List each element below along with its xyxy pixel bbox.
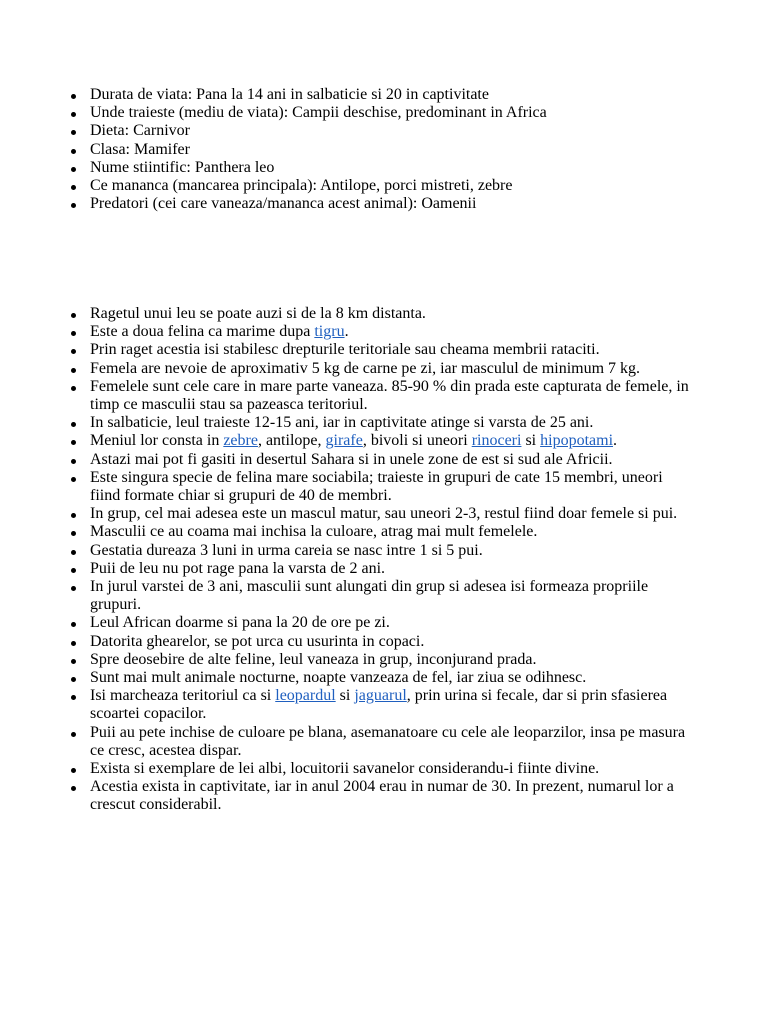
animal-link[interactable]: zebre — [223, 432, 258, 450]
fact-list-item — [90, 760, 690, 778]
summary-item-text: Predatori (cei care vaneaza/mananca acest animal): Oamenii — [90, 195, 477, 213]
fact-text: Meniul lor consta in — [90, 432, 224, 450]
summary-item-text: Ce mananca (mancarea principala): Antilope, porci mistreti, zebre — [90, 177, 513, 195]
fact-text: Spre deosebire de alte feline, leul vaneaza in grup, inconjurand prada. — [90, 650, 537, 668]
fact-list-item — [90, 505, 690, 523]
fact-list-item — [90, 305, 690, 323]
fact-text: . — [344, 323, 349, 341]
fact-list-item — [90, 669, 690, 687]
fact-text: , antilope, — [257, 432, 326, 450]
fact-list-item — [90, 451, 690, 469]
animal-link[interactable]: girafe — [325, 432, 363, 450]
fact-list-item — [90, 341, 690, 359]
summary-list-item — [90, 159, 690, 177]
summary-item-text: Nume stiintific: Panthera leo — [90, 158, 275, 176]
summary-list-item — [90, 86, 690, 104]
fact-text: si — [335, 687, 355, 705]
summary-list-item — [90, 177, 690, 195]
fact-list-item — [90, 633, 690, 651]
animal-link[interactable]: leopardul — [275, 687, 336, 705]
fact-text: Datorita ghearelor, se pot urca cu usurinta in copaci. — [90, 632, 425, 650]
fact-text: Sunt mai mult animale nocturne, noapte vanzeaza de fel, iar ziua se odihnesc. — [90, 669, 587, 687]
fact-text: Prin raget acestia isi stabilesc drepturile teritoriale sau cheama membrii rataciti. — [90, 341, 600, 359]
fact-text: In grup, cel mai adesea este un mascul matur, sau uneori 2-3, restul fiind doar femele si pui. — [90, 505, 678, 523]
fact-list-item — [90, 614, 690, 632]
animal-link[interactable]: tigru — [314, 323, 345, 341]
fact-text: , prin urina si fecale, dar si prin sfasierea scoartei copacilor. — [90, 687, 668, 723]
fact-text: , bivoli si uneori — [362, 432, 472, 450]
summary-list-item — [90, 141, 690, 159]
fact-text: Leul African doarme si pana la 20 de ore pe zi. — [90, 614, 390, 632]
fact-list-item — [90, 560, 690, 578]
summary-list-item — [90, 122, 690, 140]
fact-list-item — [90, 523, 690, 541]
fact-text: Este a doua felina ca marime dupa — [90, 323, 315, 341]
fact-list-item — [90, 360, 690, 378]
summary-list-item — [90, 104, 690, 122]
fact-list-item — [90, 651, 690, 669]
fact-list-item — [90, 578, 690, 614]
fact-text: si — [521, 432, 541, 450]
summary-item-text: Durata de viata: Pana la 14 ani in salbaticie si 20 in captivitate — [90, 86, 489, 103]
fact-list-item — [90, 323, 690, 341]
lion-facts-summary-list — [90, 86, 690, 213]
fact-text: Masculii ce au coama mai inchisa la culoare, atrag mai mult femelele. — [90, 523, 538, 541]
fact-text: Isi marcheaza teritoriul ca si — [90, 687, 276, 705]
fact-text: In salbaticie, leul traieste 12-15 ani, iar in captivitate atinge si varsta de 25 ani. — [90, 414, 594, 432]
fact-text: Puii au pete inchise de culoare pe blana, asemanatoare cu cele ale leoparzilor, insa pe masura ce cresc, acestea dispar. — [90, 723, 686, 759]
fact-text: Ragetul unui leu se poate auzi si de la 8 km distanta. — [90, 305, 426, 322]
summary-item-text: Dieta: Carnivor — [90, 122, 190, 140]
fact-list-item — [90, 432, 690, 450]
fact-text: Femelele sunt cele care in mare parte vaneaza. 85-90 % din prada este capturata de femele, in timp ce masculii stau sa pazeasca teritoriul. — [90, 377, 689, 414]
fact-list-item — [90, 378, 690, 414]
fact-text: . — [613, 432, 618, 450]
fact-list-item — [90, 469, 690, 505]
fact-list-item — [90, 542, 690, 560]
lion-facts-detail-list — [90, 305, 690, 815]
fact-text: Este singura specie de felina mare sociabila; traieste in grupuri de cate 15 membri, uneori fiind formate chiar si grupuri de 40 de membri. — [90, 468, 663, 505]
fact-text: Puii de leu nu pot rage pana la varsta de 2 ani. — [90, 559, 386, 577]
fact-list-item — [90, 778, 690, 814]
fact-text: Acestia exista in captivitate, iar in anul 2004 erau in numar de 30. In prezent, numarul lor a crescut considerabil. — [90, 778, 674, 814]
animal-link[interactable]: jaguarul — [354, 687, 407, 705]
fact-list-item — [90, 414, 690, 432]
animal-link[interactable]: hipopotami — [540, 432, 614, 450]
fact-text: Gestatia dureaza 3 luni in urma careia se nasc intre 1 si 5 pui. — [90, 541, 483, 559]
animal-link[interactable]: rinoceri — [471, 432, 522, 450]
fact-text: In jurul varstei de 3 ani, masculii sunt alungati din grup si adesea isi formeaza propriile grupuri. — [90, 578, 649, 614]
fact-text: Astazi mai pot fi gasiti in desertul Sahara si in unele zone de est si sud ale Africii. — [90, 450, 613, 468]
fact-list-item — [90, 687, 690, 723]
fact-text: Femela are nevoie de aproximativ 5 kg de carne pe zi, iar masculul de minimum 7 kg. — [90, 359, 641, 377]
fact-text: Exista si exemplare de lei albi, locuitorii savanelor considerandu-i fiinte divine. — [90, 760, 600, 778]
summary-item-text: Unde traieste (mediu de viata): Campii deschise, predominant in Africa — [90, 104, 547, 122]
summary-item-text: Clasa: Mamifer — [90, 140, 190, 158]
fact-list-item — [90, 724, 690, 760]
summary-list-item — [90, 195, 690, 213]
